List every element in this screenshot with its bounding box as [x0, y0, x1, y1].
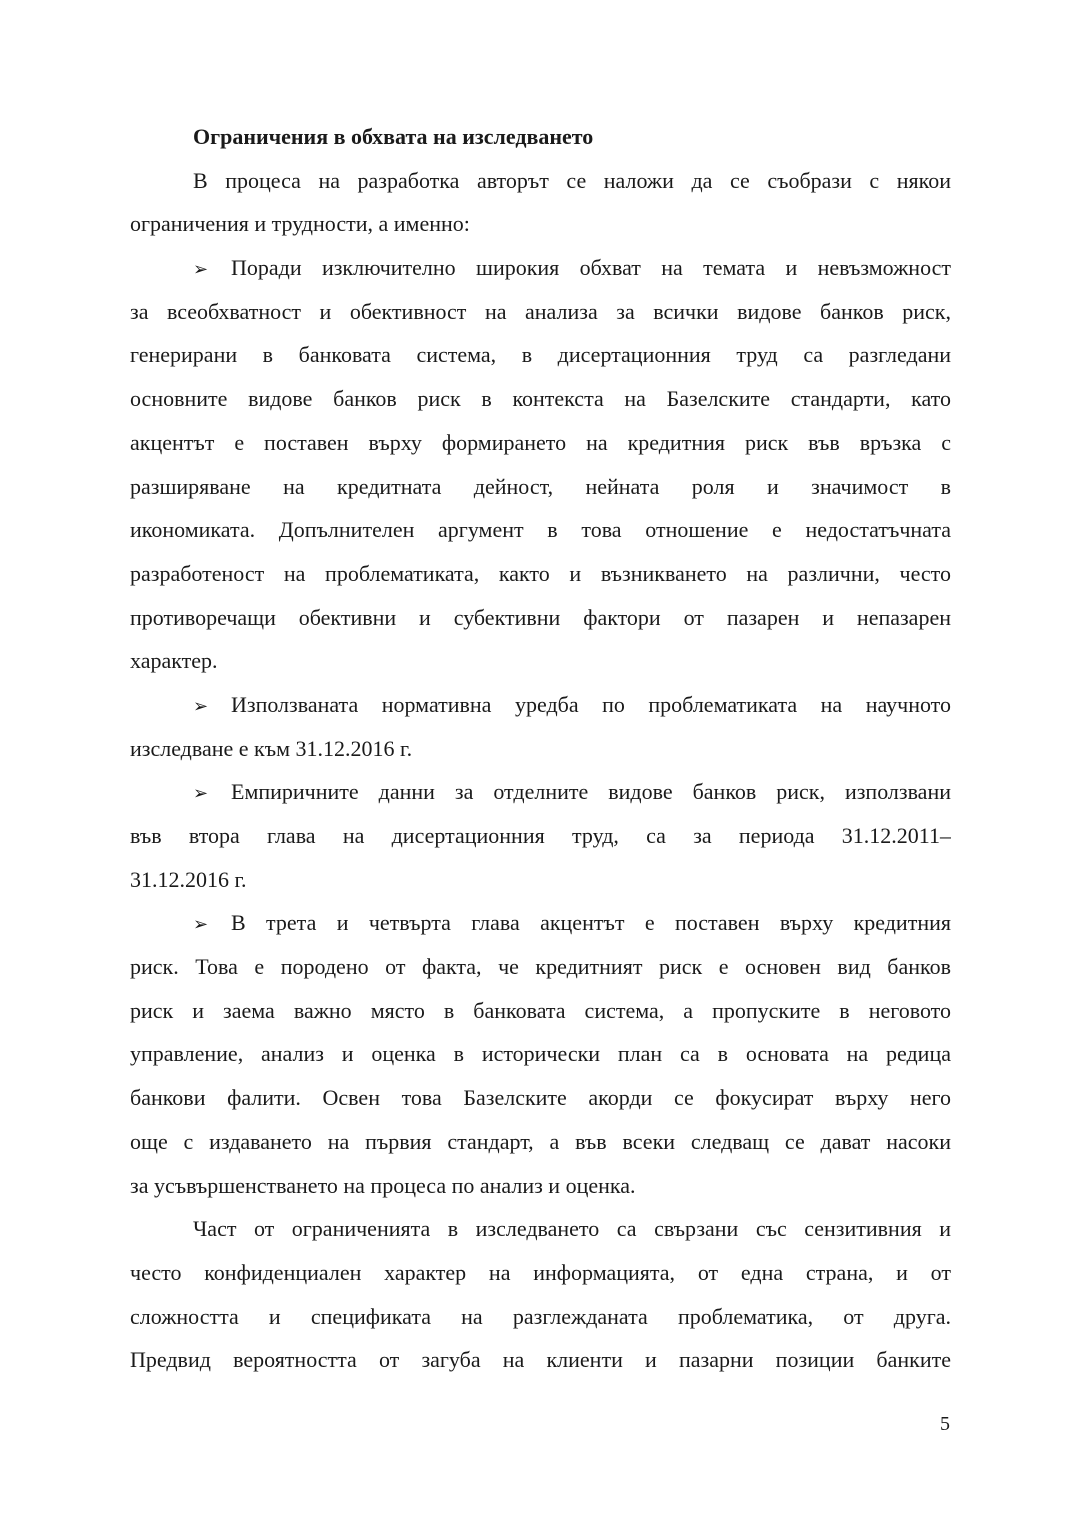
paragraph-line [130, 1295, 951, 1339]
line-text: характер. [130, 648, 218, 674]
bullet-item-line [130, 770, 951, 814]
line-text: генерирани в банковата система, в дисертационния труд са разгледани [130, 342, 951, 368]
line-text: риск и заема важно място в банковата система, а пропуските в неговото [130, 997, 951, 1023]
line-text: още с издаването на първия стандарт, а във всеки следващ се дават насоки [130, 1128, 951, 1154]
paragraph-line [130, 1338, 951, 1382]
line-text: ограничения и трудности, а именно: [130, 211, 470, 237]
bullet-item-line [130, 246, 951, 290]
paragraph-line [130, 1251, 951, 1295]
paragraph-line [130, 465, 951, 509]
line-text: разширяване на кредитната дейност, нейната роля и значимост в [130, 473, 951, 499]
arrow-bullet-icon: ➢ [193, 259, 209, 281]
paragraph-line [130, 421, 951, 465]
line-text: основните видове банков риск в контекста на Базелските стандарти, като [130, 386, 951, 412]
page-number: 5 [940, 1413, 950, 1435]
line-text: във втора глава на дисертационния труд, са за периода 31.12.2011– [130, 823, 951, 848]
line-text: Част от ограниченията в изследването са свързани със сензитивния и [193, 1216, 951, 1242]
paragraph-line [130, 552, 951, 596]
bullet-item-line [130, 901, 951, 945]
document-body [130, 115, 951, 1382]
paragraph-line [130, 1076, 951, 1120]
line-text: Използваната нормативна уредба по проблематиката на научното [231, 691, 951, 717]
paragraph-line [130, 639, 951, 683]
line-text: В процеса на разработка авторът се наложи да се съобрази с някои [193, 167, 951, 193]
paragraph-line [130, 1032, 951, 1076]
line-text: В трета и четвърта глава акцентът е поставен върху кредитния [231, 910, 951, 936]
paragraph-line [130, 333, 951, 377]
line-text: риск. Това е породено от факта, че кредитният риск е основен вид банков [130, 954, 951, 980]
paragraph-line [130, 814, 951, 858]
paragraph-line [130, 945, 951, 989]
line-text: сложността и спецификата на разглежданата проблематика, от друга. [130, 1303, 951, 1329]
paragraph-line [130, 1164, 951, 1208]
paragraph-first-line [130, 159, 951, 203]
line-text: често конфиденциален характер на информацията, от една страна, и от [130, 1259, 951, 1285]
line-text: управление, анализ и оценка в исторически план са в основата на редица [130, 1041, 951, 1067]
paragraph-first-line [130, 1207, 951, 1251]
line-text: разработеност на проблематиката, както и възникването на различни, често [130, 560, 951, 586]
line-text: противоречащи обективни и субективни фактори от пазарен и непазарен [130, 604, 951, 630]
line-text: акцентът е поставен върху формирането на кредитния риск във връзка с [130, 429, 951, 455]
bullet-item-line [130, 683, 951, 727]
line-text: изследване е към 31.12.2016 г. [130, 735, 413, 761]
paragraph-line [130, 377, 951, 421]
paragraph-line [130, 1120, 951, 1164]
arrow-bullet-icon: ➢ [193, 783, 209, 805]
line-text: банкови фалити. Освен това Базелските акорди се фокусират върху него [130, 1085, 951, 1111]
arrow-bullet-icon: ➢ [193, 695, 209, 717]
line-text: икономиката. Допълнителен аргумент в това отношение е недостатъчната [130, 517, 951, 543]
paragraph-line [130, 202, 951, 246]
paragraph-line [130, 858, 951, 902]
paragraph-line [130, 508, 951, 552]
paragraph-line [130, 596, 951, 640]
paragraph-line [130, 727, 951, 771]
section-heading: Ограничения в обхвата на изследването [193, 124, 594, 149]
arrow-bullet-icon: ➢ [193, 914, 209, 936]
line-text: Поради изключително широкия обхват на темата и невъзможност [231, 255, 951, 281]
line-text: 31.12.2016 г. [130, 866, 247, 892]
line-text: Предвид вероятността от загуба на клиенти и пазарни позиции банките [130, 1347, 951, 1373]
line-text: за усъвършенстването на процеса по анализ и оценка. [130, 1172, 636, 1198]
line-text: за всеобхватност и обективност на анализа за всички видове банков риск, [130, 298, 951, 324]
paragraph-line [130, 290, 951, 334]
paragraph-line [130, 989, 951, 1033]
line-text: Емпиричните данни за отделните видове банков риск, използвани [231, 779, 951, 805]
